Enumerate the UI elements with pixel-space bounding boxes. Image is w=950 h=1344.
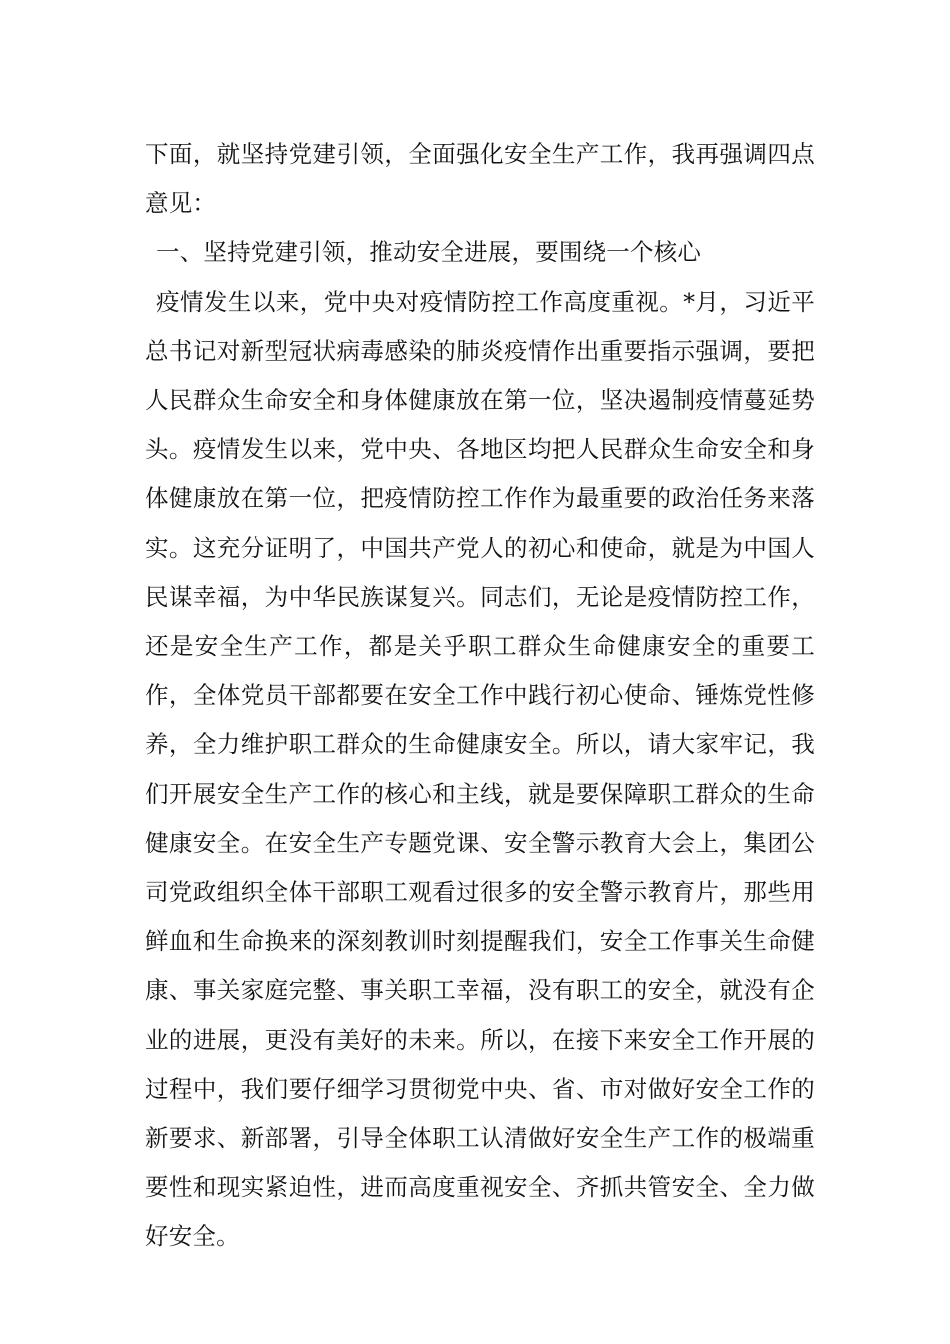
body-paragraph: 疫情发生以来，党中央对疫情防控工作高度重视。*月，习近平总书记对新型冠状病毒感染的肺炎疫情作出重要指示强调，要把人民群众生命安全和身体健康放在第一位，坚决遏制疫情蔓延势头。疫情发生以来，党中央、各地区均把人民群众生命安全和身体健康放在第一位，把疫情防控工作作为最重要的政治任务来落实。这充分证明了，中国共产党人的初心和使命，就是为中国人民谋幸福，为中华民族谋复兴。同志们，无论是疫情防控工作，还是安全生产工作，都是关乎职工群众生命健康安全的重要工作，全体党员干部都要在安全工作中践行初心使命、锤炼党性修养，全力维护职工群众的生命健康安全。所以，请大家牢记，我们开展安全生产工作的核心和主线，就是要保障职工群众的生命健康安全。在安全生产专题党课、安全警示教育大会上，集团公司党政组织全体干部职工观看过很多的安全警示教育片，那些用鲜血和生命换来的深刻教训时刻提醒我们，安全工作事关生命健康、事关家庭完整、事关职工幸福，没有职工的安全，就没有企业的进展，更没有美好的未来。所以，在接下来安全工作开展的过程中，我们要仔细学习贯彻党中央、省、市对做好安全工作的新要求、新部署，引导全体职工认清做好安全生产工作的极端重要性和现实紧迫性，进而高度重视安全、齐抓共管安全、全力做好安全。 xyxy=(145,287,815,1251)
section-heading: 一、坚持党建引领，推动安全进展，要围绕一个核心 xyxy=(156,238,702,267)
document-body xyxy=(145,130,815,1262)
intro-paragraph: 下面，就坚持党建引领，全面强化安全生产工作，我再强调四点意见： xyxy=(145,140,815,218)
